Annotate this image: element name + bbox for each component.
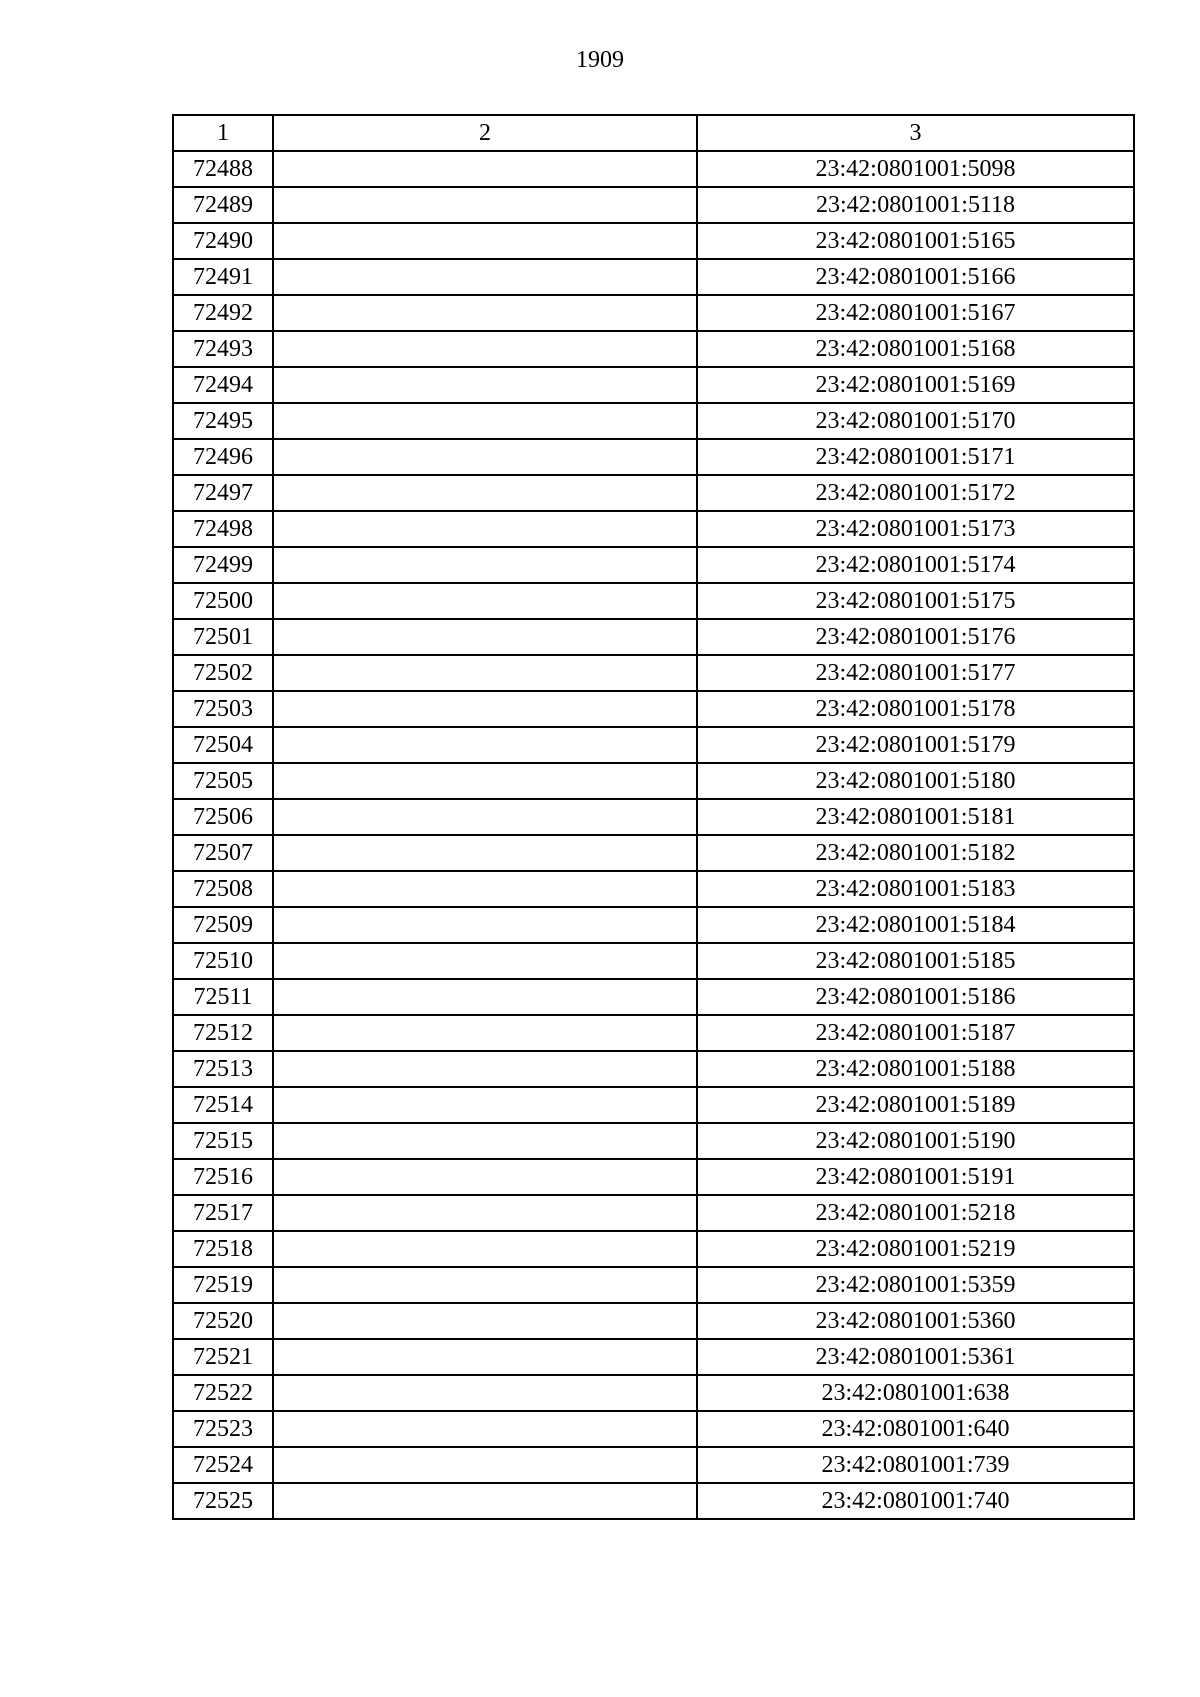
description-cell <box>273 259 697 295</box>
description-cell <box>273 151 697 187</box>
row-number-cell: 72501 <box>173 619 273 655</box>
description-cell <box>273 979 697 1015</box>
cadastral-number-cell: 23:42:0801001:5189 <box>697 1087 1134 1123</box>
cadastral-number-cell: 23:42:0801001:5098 <box>697 151 1134 187</box>
cadastral-number-cell: 23:42:0801001:5169 <box>697 367 1134 403</box>
cadastral-number-cell: 23:42:0801001:5171 <box>697 439 1134 475</box>
cadastral-number-cell: 23:42:0801001:5166 <box>697 259 1134 295</box>
description-cell <box>273 943 697 979</box>
description-cell <box>273 1447 697 1483</box>
description-cell <box>273 1123 697 1159</box>
row-number-cell: 72518 <box>173 1231 273 1267</box>
row-number-cell: 72522 <box>173 1375 273 1411</box>
table-row <box>173 151 1134 187</box>
data-table <box>172 114 1135 1520</box>
row-number-cell: 72500 <box>173 583 273 619</box>
row-number-cell: 72510 <box>173 943 273 979</box>
row-number-cell: 72490 <box>173 223 273 259</box>
table-row <box>173 403 1134 439</box>
row-number-cell: 72502 <box>173 655 273 691</box>
row-number-cell: 72525 <box>173 1483 273 1519</box>
table-row <box>173 619 1134 655</box>
description-cell <box>273 1015 697 1051</box>
cadastral-number-cell: 23:42:0801001:5180 <box>697 763 1134 799</box>
row-number-cell: 72495 <box>173 403 273 439</box>
table-row <box>173 1123 1134 1159</box>
description-cell <box>273 223 697 259</box>
cadastral-number-cell: 23:42:0801001:5172 <box>697 475 1134 511</box>
description-cell <box>273 1339 697 1375</box>
table-row <box>173 331 1134 367</box>
table-row <box>173 1375 1134 1411</box>
row-number-cell: 72523 <box>173 1411 273 1447</box>
description-cell <box>273 1267 697 1303</box>
cadastral-number-cell: 23:42:0801001:5218 <box>697 1195 1134 1231</box>
cadastral-number-cell: 23:42:0801001:5179 <box>697 727 1134 763</box>
row-number-cell: 72511 <box>173 979 273 1015</box>
table-row <box>173 1195 1134 1231</box>
cadastral-number-cell: 23:42:0801001:5188 <box>697 1051 1134 1087</box>
description-cell <box>273 403 697 439</box>
table-row <box>173 223 1134 259</box>
cadastral-number-cell: 23:42:0801001:5183 <box>697 871 1134 907</box>
row-number-cell: 72512 <box>173 1015 273 1051</box>
description-cell <box>273 367 697 403</box>
table-row <box>173 727 1134 763</box>
table-row <box>173 583 1134 619</box>
cadastral-number-cell: 23:42:0801001:740 <box>697 1483 1134 1519</box>
table-row <box>173 1483 1134 1519</box>
table-row <box>173 1087 1134 1123</box>
cadastral-number-cell: 23:42:0801001:5359 <box>697 1267 1134 1303</box>
table-row <box>173 439 1134 475</box>
row-number-cell: 72506 <box>173 799 273 835</box>
table-row <box>173 763 1134 799</box>
cadastral-number-cell: 23:42:0801001:5174 <box>697 547 1134 583</box>
cadastral-number-cell: 23:42:0801001:5361 <box>697 1339 1134 1375</box>
row-number-cell: 72524 <box>173 1447 273 1483</box>
table-row <box>173 1303 1134 1339</box>
cadastral-number-cell: 23:42:0801001:5191 <box>697 1159 1134 1195</box>
row-number-cell: 72488 <box>173 151 273 187</box>
cadastral-number-cell: 23:42:0801001:5177 <box>697 655 1134 691</box>
description-cell <box>273 547 697 583</box>
row-number-cell: 72515 <box>173 1123 273 1159</box>
description-cell <box>273 691 697 727</box>
row-number-cell: 72492 <box>173 295 273 331</box>
table-row <box>173 259 1134 295</box>
table-header-row <box>173 115 1134 151</box>
description-cell <box>273 1483 697 1519</box>
row-number-cell: 72521 <box>173 1339 273 1375</box>
description-cell <box>273 619 697 655</box>
table-row <box>173 1411 1134 1447</box>
table-row <box>173 691 1134 727</box>
description-cell <box>273 1375 697 1411</box>
row-number-cell: 72520 <box>173 1303 273 1339</box>
table-row <box>173 835 1134 871</box>
description-cell <box>273 1159 697 1195</box>
description-cell <box>273 727 697 763</box>
row-number-cell: 72489 <box>173 187 273 223</box>
table-row <box>173 367 1134 403</box>
table-row <box>173 907 1134 943</box>
row-number-cell: 72519 <box>173 1267 273 1303</box>
table-row <box>173 475 1134 511</box>
column-header-1: 1 <box>173 115 273 151</box>
table-row <box>173 511 1134 547</box>
description-cell <box>273 655 697 691</box>
description-cell <box>273 799 697 835</box>
page-number: 1909 <box>576 47 624 73</box>
description-cell <box>273 439 697 475</box>
table-row <box>173 655 1134 691</box>
description-cell <box>273 1303 697 1339</box>
column-header-2: 2 <box>273 115 697 151</box>
cadastral-number-cell: 23:42:0801001:5219 <box>697 1231 1134 1267</box>
row-number-cell: 72503 <box>173 691 273 727</box>
row-number-cell: 72494 <box>173 367 273 403</box>
table-row <box>173 547 1134 583</box>
cadastral-number-cell: 23:42:0801001:5167 <box>697 295 1134 331</box>
cadastral-number-cell: 23:42:0801001:5186 <box>697 979 1134 1015</box>
description-cell <box>273 1411 697 1447</box>
table-row <box>173 979 1134 1015</box>
cadastral-number-cell: 23:42:0801001:5178 <box>697 691 1134 727</box>
row-number-cell: 72491 <box>173 259 273 295</box>
cadastral-number-cell: 23:42:0801001:5170 <box>697 403 1134 439</box>
table-row <box>173 799 1134 835</box>
description-cell <box>273 331 697 367</box>
cadastral-number-cell: 23:42:0801001:5190 <box>697 1123 1134 1159</box>
description-cell <box>273 1087 697 1123</box>
cadastral-number-cell: 23:42:0801001:5185 <box>697 943 1134 979</box>
row-number-cell: 72508 <box>173 871 273 907</box>
cadastral-number-cell: 23:42:0801001:5184 <box>697 907 1134 943</box>
description-cell <box>273 295 697 331</box>
cadastral-number-cell: 23:42:0801001:640 <box>697 1411 1134 1447</box>
row-number-cell: 72517 <box>173 1195 273 1231</box>
row-number-cell: 72504 <box>173 727 273 763</box>
cadastral-number-cell: 23:42:0801001:5165 <box>697 223 1134 259</box>
row-number-cell: 72493 <box>173 331 273 367</box>
row-number-cell: 72499 <box>173 547 273 583</box>
description-cell <box>273 871 697 907</box>
row-number-cell: 72509 <box>173 907 273 943</box>
cadastral-number-cell: 23:42:0801001:5181 <box>697 799 1134 835</box>
cadastral-number-cell: 23:42:0801001:5118 <box>697 187 1134 223</box>
description-cell <box>273 835 697 871</box>
column-header-3: 3 <box>697 115 1134 151</box>
cadastral-number-cell: 23:42:0801001:5182 <box>697 835 1134 871</box>
cadastral-number-cell: 23:42:0801001:5187 <box>697 1015 1134 1051</box>
description-cell <box>273 763 697 799</box>
row-number-cell: 72496 <box>173 439 273 475</box>
table-row <box>173 1447 1134 1483</box>
description-cell <box>273 1231 697 1267</box>
description-cell <box>273 1051 697 1087</box>
row-number-cell: 72498 <box>173 511 273 547</box>
description-cell <box>273 187 697 223</box>
table-row <box>173 1015 1134 1051</box>
description-cell <box>273 511 697 547</box>
cadastral-number-cell: 23:42:0801001:5176 <box>697 619 1134 655</box>
table-row <box>173 295 1134 331</box>
description-cell <box>273 475 697 511</box>
table-row <box>173 871 1134 907</box>
cadastral-number-cell: 23:42:0801001:5175 <box>697 583 1134 619</box>
table-row <box>173 1231 1134 1267</box>
description-cell <box>273 1195 697 1231</box>
table-row <box>173 1051 1134 1087</box>
cadastral-number-cell: 23:42:0801001:638 <box>697 1375 1134 1411</box>
cadastral-number-cell: 23:42:0801001:5173 <box>697 511 1134 547</box>
row-number-cell: 72514 <box>173 1087 273 1123</box>
table-row <box>173 187 1134 223</box>
table-row <box>173 1159 1134 1195</box>
cadastral-number-cell: 23:42:0801001:5360 <box>697 1303 1134 1339</box>
row-number-cell: 72516 <box>173 1159 273 1195</box>
table-row <box>173 1339 1134 1375</box>
description-cell <box>273 907 697 943</box>
row-number-cell: 72497 <box>173 475 273 511</box>
description-cell <box>273 583 697 619</box>
row-number-cell: 72513 <box>173 1051 273 1087</box>
cadastral-number-cell: 23:42:0801001:739 <box>697 1447 1134 1483</box>
table-row <box>173 1267 1134 1303</box>
table-body <box>173 151 1134 1519</box>
row-number-cell: 72505 <box>173 763 273 799</box>
table-row <box>173 943 1134 979</box>
cadastral-number-cell: 23:42:0801001:5168 <box>697 331 1134 367</box>
row-number-cell: 72507 <box>173 835 273 871</box>
